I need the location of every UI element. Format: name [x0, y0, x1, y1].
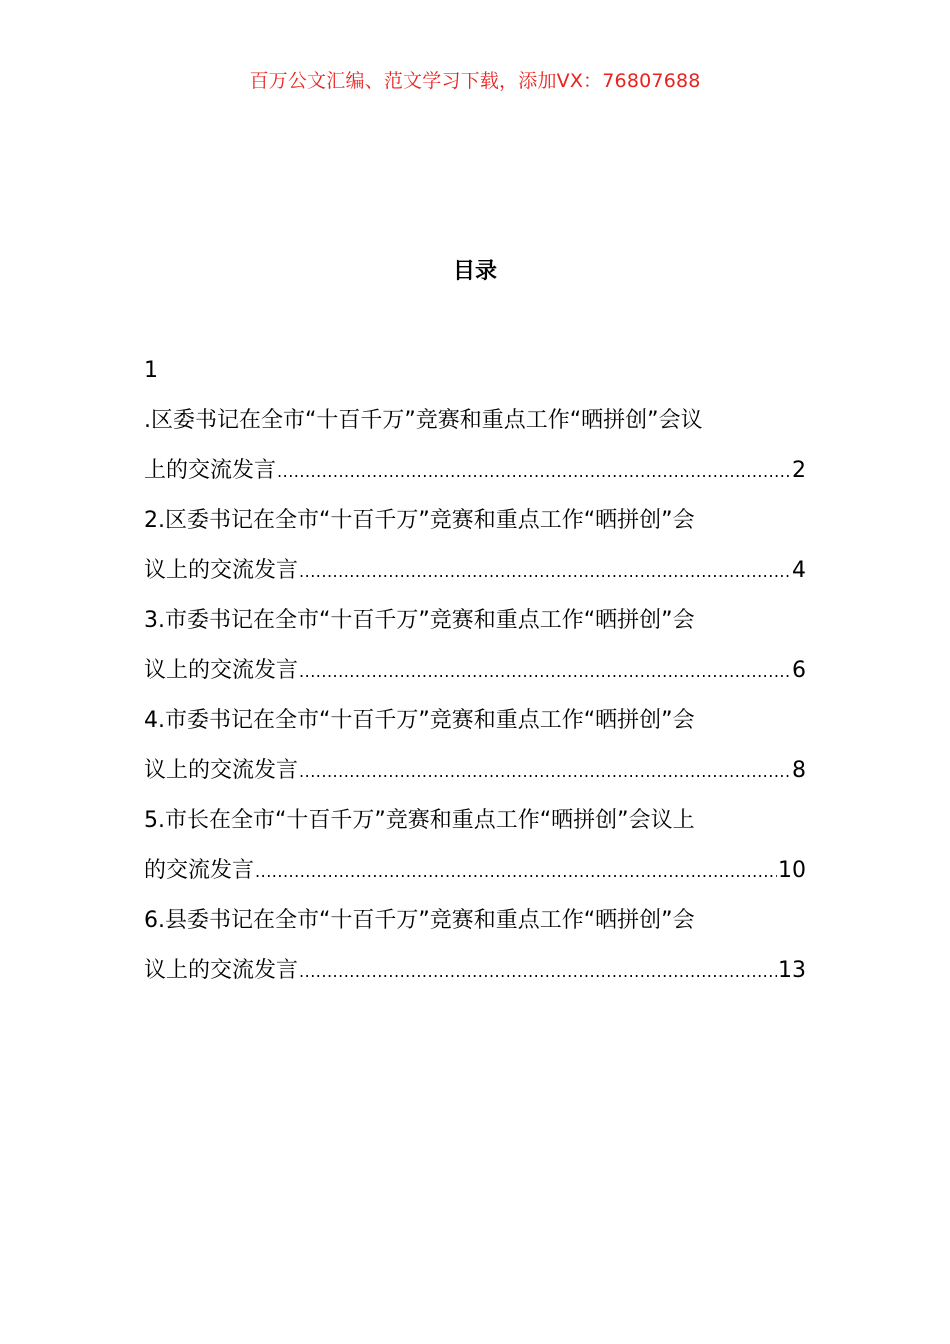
toc-entry[interactable] — [144, 596, 806, 696]
toc-entry-last-line — [144, 446, 806, 496]
toc-page-number: 6 — [792, 658, 806, 683]
toc-entry-line: 1 — [144, 358, 158, 383]
toc-entry-line: 4.市委书记在全市“十百千万”竞赛和重点工作“晒拼创”会 — [144, 708, 695, 733]
dot-leader — [299, 646, 791, 696]
toc-page-number: 13 — [778, 958, 806, 983]
toc-entry-last-line — [144, 746, 806, 796]
dot-leader — [299, 746, 791, 796]
toc-page-number: 10 — [778, 858, 806, 883]
toc-entry-text: 议上的交流发言 — [144, 658, 299, 683]
toc-entry-line: .区委书记在全市“十百千万”竞赛和重点工作“晒拼创”会议 — [144, 408, 703, 433]
dot-leader — [299, 546, 791, 596]
toc-page-number: 4 — [792, 558, 806, 583]
toc-entry-text: 议上的交流发言 — [144, 558, 299, 583]
toc-entry-line: 2.区委书记在全市“十百千万”竞赛和重点工作“晒拼创”会 — [144, 508, 695, 533]
page-title: 目录 — [452, 259, 497, 284]
toc-entry-text: 议上的交流发言 — [144, 958, 299, 983]
dot-leader — [299, 946, 777, 996]
toc-page-number: 8 — [792, 758, 806, 783]
toc-entry-text: 议上的交流发言 — [144, 758, 299, 783]
toc-entry[interactable] — [144, 896, 806, 996]
dot-leader — [277, 446, 791, 496]
toc-entry[interactable] — [144, 696, 806, 796]
toc-entry-last-line — [144, 546, 806, 596]
toc-page-number: 2 — [792, 458, 806, 483]
table-of-contents — [144, 346, 806, 996]
toc-entry-line: 3.市委书记在全市“十百千万”竞赛和重点工作“晒拼创”会 — [144, 608, 695, 633]
toc-entry[interactable] — [144, 496, 806, 596]
toc-entry-line: 6.县委书记在全市“十百千万”竞赛和重点工作“晒拼创”会 — [144, 908, 695, 933]
toc-entry-text: 上的交流发言 — [144, 458, 277, 483]
toc-entry-text: 的交流发言 — [144, 858, 255, 883]
toc-entry-line: 5.市长在全市“十百千万”竞赛和重点工作“晒拼创”会议上 — [144, 808, 695, 833]
toc-entry-last-line — [144, 946, 806, 996]
dot-leader — [255, 846, 777, 896]
toc-entry-last-line — [144, 846, 806, 896]
toc-entry-last-line — [144, 646, 806, 696]
header-promo-note: 百万公文汇编、范文学习下载，添加VX：76807688 — [249, 70, 701, 92]
toc-entry[interactable] — [144, 796, 806, 896]
toc-entry[interactable] — [144, 346, 806, 496]
